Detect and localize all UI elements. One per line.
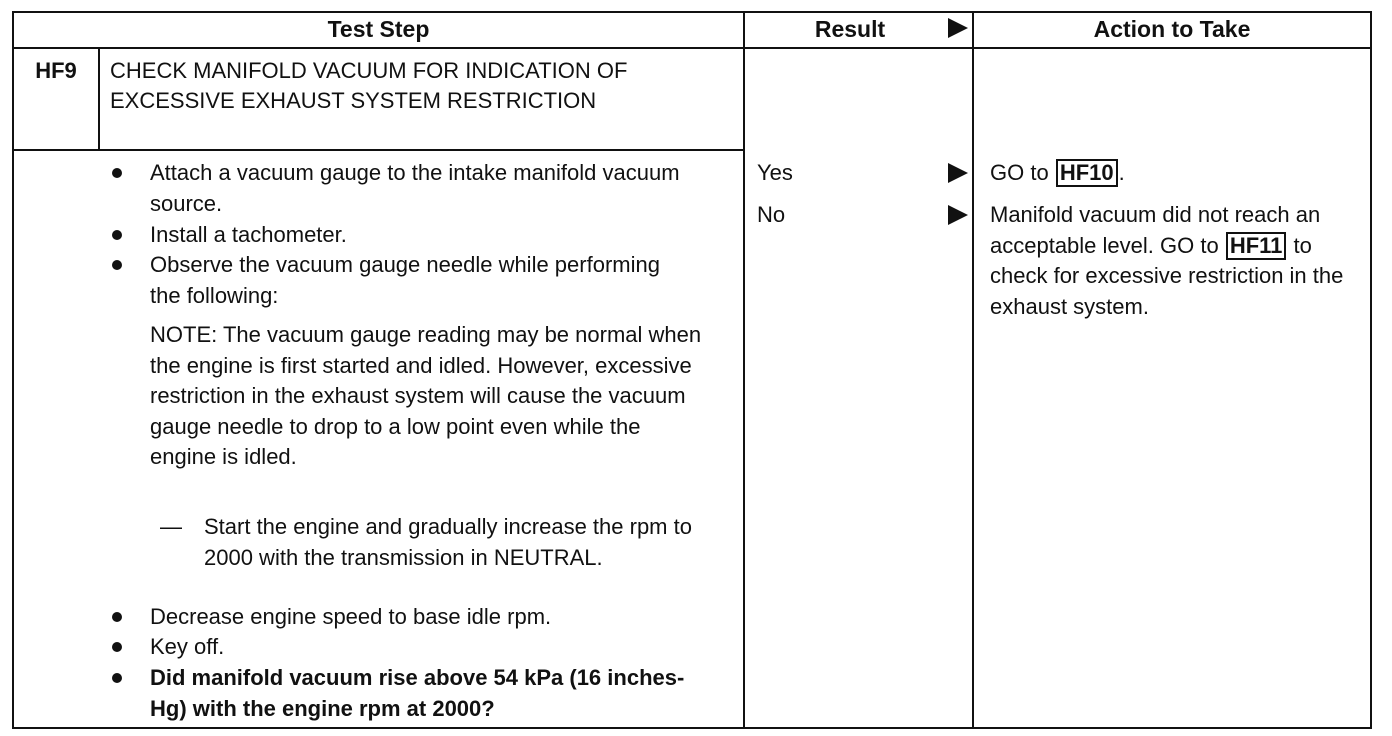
bullet-icon xyxy=(112,168,122,178)
action-no-text-1: Manifold vacuum did not reach an acceptable level. GO to xyxy=(990,202,1321,258)
note-text: NOTE: The vacuum gauge reading may be normal when the engine is first started and idled. However, excessive restriction in the exhaust system will cause the vacuum gauge needle to drop to a low point even while the engine is idled. xyxy=(150,322,702,469)
list-item-question: Did manifold vacuum rise above 54 kPa (16 inches-Hg) with the engine rpm at 2000? xyxy=(150,665,685,721)
bullet-icon xyxy=(112,260,122,270)
action-no-text-2: to check for excessive restriction in the exhaust system. xyxy=(990,232,1344,319)
list-item-text: Observe the vacuum gauge needle while performing the following: xyxy=(150,252,660,308)
action-yes xyxy=(990,158,1360,189)
action-yes-period: . xyxy=(1118,160,1125,185)
list-item-text: Decrease engine speed to base idle rpm. xyxy=(150,604,552,629)
header-arrow-icon xyxy=(948,18,968,38)
bullet-icon xyxy=(112,612,122,622)
header-rule xyxy=(12,47,1372,49)
header-test-step: Test Step xyxy=(327,16,430,42)
dash-mark: — xyxy=(160,514,182,539)
step-title-rule xyxy=(12,149,745,151)
result-no: No xyxy=(757,202,786,227)
list-item-text: Key off. xyxy=(150,634,225,659)
header-action: Action to Take xyxy=(1093,16,1251,42)
column-divider-step-result xyxy=(743,11,745,729)
result-yes-arrow-icon xyxy=(948,163,968,183)
header-result: Result xyxy=(814,16,886,42)
action-no xyxy=(990,200,1360,322)
step-title: CHECK MANIFOLD VACUUM FOR INDICATION OF EXCESSIVE EXHAUST SYSTEM RESTRICTION xyxy=(110,58,628,113)
step-id-divider xyxy=(98,47,100,149)
step-ref-hf10[interactable]: HF10 xyxy=(1056,159,1118,187)
list-item-text: Install a tachometer. xyxy=(150,222,347,247)
result-yes: Yes xyxy=(757,160,793,185)
list-item-text: Start the engine and gradually increase the rpm to 2000 with the transmission in NEUTRAL. xyxy=(204,514,692,570)
bullet-icon xyxy=(112,230,122,240)
result-no-arrow-icon xyxy=(948,205,968,225)
bullet-icon xyxy=(112,673,122,683)
list-item-text: Attach a vacuum gauge to the intake manifold vacuum source. xyxy=(150,160,680,216)
column-divider-result-action xyxy=(972,11,974,729)
bullet-icon xyxy=(112,642,122,652)
step-ref-hf11[interactable]: HF11 xyxy=(1226,232,1287,260)
step-id: HF9 xyxy=(35,58,77,83)
action-yes-text: GO to xyxy=(990,160,1049,185)
